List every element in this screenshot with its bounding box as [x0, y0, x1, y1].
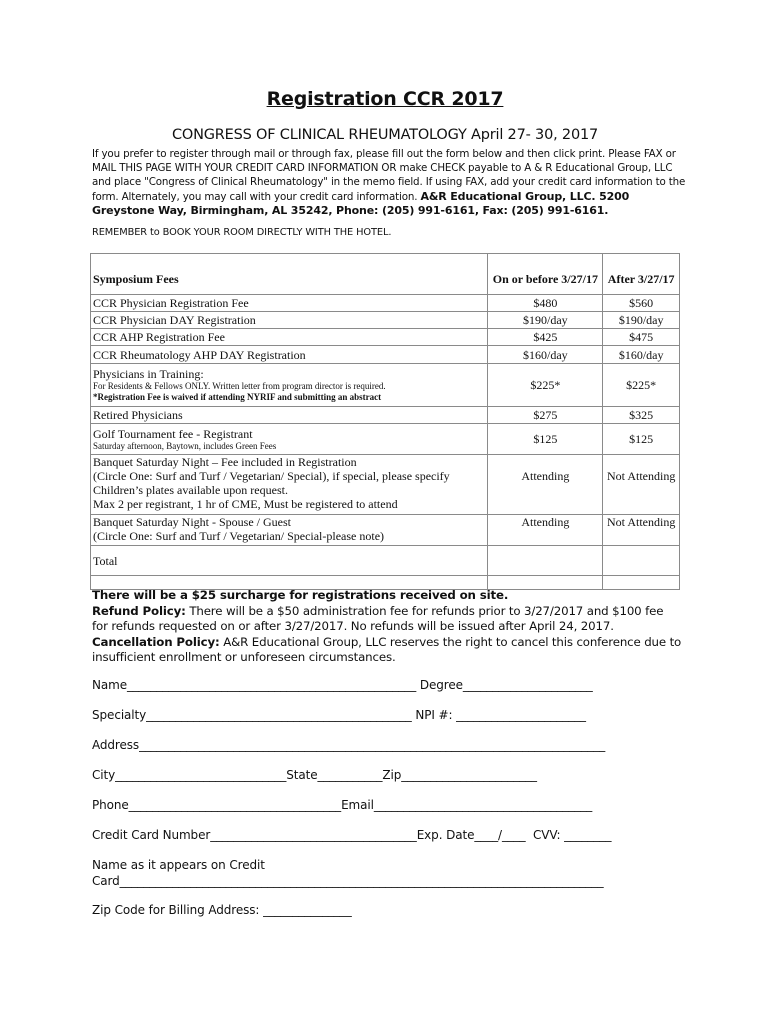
refund-policy — [92, 604, 682, 635]
fee-before: $225* — [488, 364, 603, 407]
fee-after: $225* — [603, 364, 680, 407]
intro-contact-bold: A&R Educational Group, LLC. 5200 Greystone Way, Birmingham, AL 35242, Phone: (205) 991-6161, Fax: (205) 991-6161. — [92, 189, 630, 217]
table-row — [91, 424, 680, 455]
table-row — [91, 364, 680, 407]
fee-note: For Residents & Fellows ONLY. Written letter from program director is required. — [93, 381, 386, 391]
fee-before: Attending — [488, 515, 603, 546]
fee-label-line: (Circle One: Surf and Turf / Vegetarian/ Special), if special, please specify — [93, 469, 450, 483]
total-after-input[interactable] — [603, 546, 680, 576]
fee-after: $190/day — [603, 312, 680, 329]
fee-label: Retired Physicians — [91, 407, 488, 424]
cancel-label: Cancellation Policy: — [92, 634, 220, 649]
phone-email-field[interactable]: Phone____________________________________Email_____________________________________ — [92, 798, 593, 812]
fee-label: CCR Physician Registration Fee — [91, 295, 488, 312]
fee-after: $125 — [603, 424, 680, 455]
conference-subtitle: CONGRESS OF CLINICAL RHEUMATOLOGY April 27- 30, 2017 — [171, 127, 599, 143]
fee-label: Golf Tournament fee - Registrant — [93, 426, 253, 441]
fee-before: $480 — [488, 295, 603, 312]
billing-zip-field[interactable]: Zip Code for Billing Address: _______________ — [92, 903, 352, 917]
table-row — [91, 295, 680, 312]
attending-text: Attending — [521, 469, 570, 483]
policy-notes — [92, 588, 682, 666]
cancel-text: A&R Educational Group, LLC reserves the right to cancel this conference due to insufficient enrollment or unforeseen circumstances. — [92, 634, 682, 664]
fee-label: CCR Physician DAY Registration — [91, 312, 488, 329]
table-row — [91, 407, 680, 424]
fee-after: $160/day — [603, 346, 680, 364]
header-symposium-fees: Symposium Fees — [91, 254, 488, 295]
not-attending-text: Not Attending — [606, 469, 676, 483]
specialty-npi-field[interactable]: Specialty_____________________________________________ NPI #: ______________________ — [92, 708, 586, 722]
refund-label: Refund Policy: — [92, 603, 186, 618]
intro-paragraph — [92, 147, 692, 218]
credit-card-field[interactable]: Credit Card Number___________________________________Exp. Date____/____ CVV: ________ — [92, 828, 612, 842]
total-before-input[interactable] — [488, 546, 603, 576]
table-row — [91, 515, 680, 546]
table-row — [91, 329, 680, 346]
fee-note-bold: *Registration Fee is waived if attending NYRIF and submitting an abstract — [93, 392, 382, 402]
fee-after — [603, 455, 680, 515]
fee-note: Saturday afternoon, Baytown, includes Green Fees — [93, 440, 277, 451]
fee-label: CCR Rheumatology AHP DAY Registration — [91, 346, 488, 364]
fee-label-cell — [91, 364, 488, 407]
fee-label-cell — [91, 424, 488, 455]
fee-label: CCR AHP Registration Fee — [91, 329, 488, 346]
fee-label: Total — [91, 546, 488, 576]
city-state-zip-field[interactable]: City_____________________________State___________Zip_______________________ — [92, 768, 537, 782]
name-degree-field[interactable]: Name_________________________________________________ Degree______________________ — [92, 678, 593, 692]
table-row — [91, 312, 680, 329]
fee-after: $325 — [603, 407, 680, 424]
intro-text: If you prefer to register through mail or through fax, please fill out the form below and then click print. Please FAX or MAIL THIS PAGE WITH YOUR CREDIT CARD INFORMATION OR make CHECK payable to A & R Educational Group, LLC and place "Congress of Clinical Rheumatology" in the memo field. If using FAX, add your credit card information to the form. Alternately, you may call with your credit card information. — [92, 148, 686, 203]
fee-label-cell — [91, 515, 488, 546]
address-field[interactable]: Address_______________________________________________________________________________ — [92, 738, 606, 752]
fee-label-line: Max 2 per registrant, 1 hr of CME, Must be registered to attend — [93, 497, 398, 511]
surcharge-note: There will be a $25 surcharge for registrations received on site. — [92, 588, 509, 602]
table-row — [91, 546, 680, 576]
refund-text: There will be a $50 administration fee for refunds prior to 3/27/2017 and $100 fee for refunds requested on or after 3/27/2017. No refunds will be issued after April 24, 2017. — [92, 603, 664, 633]
table-header-row — [91, 254, 680, 295]
name-on-card-field[interactable]: Card__________________________________________________________________________________ — [92, 874, 604, 888]
fee-before: $425 — [488, 329, 603, 346]
table-row — [91, 346, 680, 364]
cancellation-policy — [92, 635, 682, 666]
header-after: After 3/27/17 — [603, 254, 680, 295]
fee-after: Not Attending — [603, 515, 680, 546]
fee-label-line: Banquet Saturday Night – Fee included in Registration — [93, 455, 357, 469]
fee-label-line: Banquet Saturday Night - Spouse / Guest — [93, 515, 291, 529]
fee-label: Physicians in Training: — [93, 367, 204, 381]
fee-label-cell — [91, 455, 488, 515]
fee-before: $190/day — [488, 312, 603, 329]
fee-before — [488, 455, 603, 515]
header-on-or-before: On or before 3/27/17 — [488, 254, 603, 295]
fees-table — [90, 253, 680, 590]
fee-label-line: (Circle One: Surf and Turf / Vegetarian/ Special-please note) — [93, 529, 385, 543]
fee-before: $275 — [488, 407, 603, 424]
fee-after: $560 — [603, 295, 680, 312]
fee-before: $160/day — [488, 346, 603, 364]
hotel-reminder: REMEMBER to BOOK YOUR ROOM DIRECTLY WITH THE HOTEL. — [92, 227, 392, 238]
fee-after: $475 — [603, 329, 680, 346]
page-title: Registration CCR 2017 — [266, 88, 504, 110]
fee-before: $125 — [488, 424, 603, 455]
table-row — [91, 455, 680, 515]
name-on-card-label: Name as it appears on Credit — [92, 858, 265, 872]
fee-label-line: Children’s plates available upon request. — [93, 483, 288, 497]
